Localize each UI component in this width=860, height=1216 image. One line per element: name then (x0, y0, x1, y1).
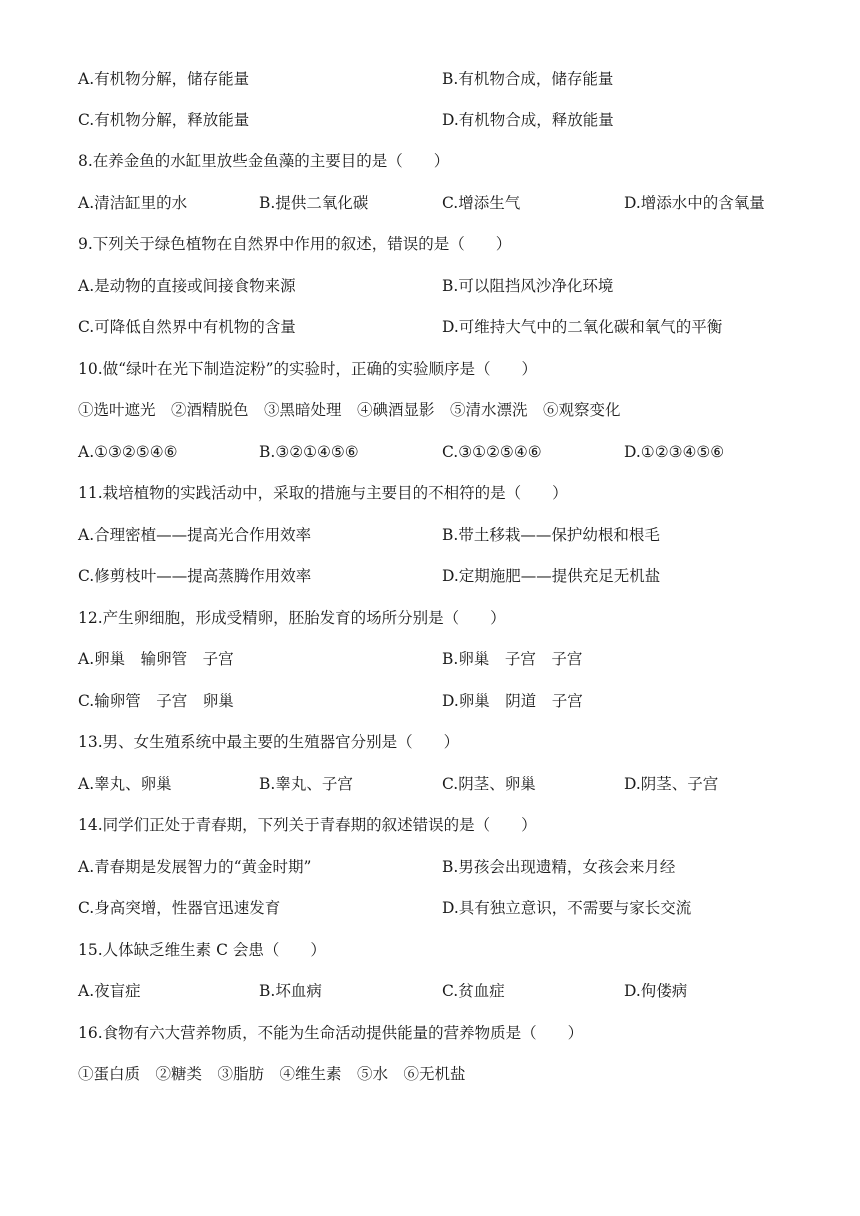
option-d: D.可维持大气中的二氧化碳和氧气的平衡 (442, 318, 723, 336)
question-16: 16.食物有六大营养物质，不能为生命活动提供能量的营养物质是（ ） (78, 1024, 584, 1042)
option-b: B.坏血病 (259, 982, 322, 1000)
question-10-steps: ①选叶遮光 ②酒精脱色 ③黑暗处理 ④碘酒显影 ⑤清水漂洗 ⑥观察变化 (78, 401, 621, 419)
question-15: 15.人体缺乏维生素 C 会患（ ） (78, 941, 326, 959)
option-c: C.身高突增，性器官迅速发育 (78, 899, 281, 917)
options-row (78, 645, 820, 673)
question-14: 14.同学们正处于青春期，下列关于青春期的叙述错误的是（ ） (78, 816, 537, 834)
options-row (78, 65, 820, 93)
option-d: D.佝偻病 (624, 982, 688, 1000)
options-row (78, 438, 820, 466)
option-b: B.卵巢 子宫 子宫 (442, 650, 583, 668)
option-a: A.有机物分解，储存能量 (78, 70, 250, 88)
option-a: A.青春期是发展智力的“黄金时期” (78, 858, 312, 876)
option-b: B.睾丸、子宫 (259, 775, 353, 793)
options-row (78, 313, 820, 341)
option-d: D.有机物合成，释放能量 (442, 111, 614, 129)
question-16-items: ①蛋白质 ②糖类 ③脂肪 ④维生素 ⑤水 ⑥无机盐 (78, 1065, 466, 1083)
option-a: A.是动物的直接或间接食物来源 (78, 277, 296, 295)
option-b: B.男孩会出现遗精，女孩会来月经 (442, 858, 676, 876)
option-c: C.③①②⑤④⑥ (442, 443, 542, 461)
option-d: D.卵巢 阴道 子宫 (442, 692, 583, 710)
options-row (78, 977, 820, 1005)
option-a: A.睾丸、卵巢 (78, 775, 172, 793)
option-a: A.清洁缸里的水 (78, 194, 188, 212)
option-a: A.卵巢 输卵管 子宫 (78, 650, 234, 668)
option-c: C.有机物分解，释放能量 (78, 111, 250, 129)
options-row (78, 106, 820, 134)
question-13: 13.男、女生殖系统中最主要的生殖器官分别是（ ） (78, 733, 460, 751)
option-b: B.有机物合成，储存能量 (442, 70, 614, 88)
option-c: C.阴茎、卵巢 (442, 775, 536, 793)
question-12: 12.产生卵细胞，形成受精卵，胚胎发育的场所分别是（ ） (78, 609, 506, 627)
option-d: D.阴茎、子宫 (624, 775, 719, 793)
option-b: B.带土移栽——保护幼根和根毛 (442, 526, 660, 544)
question-11: 11.栽培植物的实践活动中，采取的措施与主要目的不相符的是（ ） (78, 484, 568, 502)
option-d: D.具有独立意识，不需要与家长交流 (442, 899, 692, 917)
option-c: C.贫血症 (442, 982, 505, 1000)
option-b: B.可以阻挡风沙净化环境 (442, 277, 614, 295)
option-c: C.输卵管 子宫 卵巢 (78, 692, 234, 710)
option-d: D.①②③④⑤⑥ (624, 443, 725, 461)
options-row (78, 189, 820, 217)
question-8: 8.在养金鱼的水缸里放些金鱼藻的主要目的是（ ） (78, 152, 450, 170)
option-a: A.①③②⑤④⑥ (78, 443, 178, 461)
question-9: 9.下列关于绿色植物在自然界中作用的叙述，错误的是（ ） (78, 235, 512, 253)
option-c: C.增添生气 (442, 194, 521, 212)
options-row (78, 562, 820, 590)
option-a: A.夜盲症 (78, 982, 141, 1000)
options-row (78, 894, 820, 922)
options-row (78, 272, 820, 300)
options-row (78, 521, 820, 549)
option-b: B.③②①④⑤⑥ (259, 443, 359, 461)
option-a: A.合理密植——提高光合作用效率 (78, 526, 312, 544)
option-c: C.可降低自然界中有机物的含量 (78, 318, 296, 336)
option-d: D.定期施肥——提供充足无机盐 (442, 567, 661, 585)
option-c: C.修剪枝叶——提高蒸腾作用效率 (78, 567, 312, 585)
question-10: 10.做“绿叶在光下制造淀粉”的实验时，正确的实验顺序是（ ） (78, 360, 538, 378)
options-row (78, 853, 820, 881)
options-row (78, 687, 820, 715)
option-d: D.增添水中的含氧量 (624, 194, 765, 212)
option-b: B.提供二氧化碳 (259, 194, 369, 212)
options-row (78, 770, 820, 798)
